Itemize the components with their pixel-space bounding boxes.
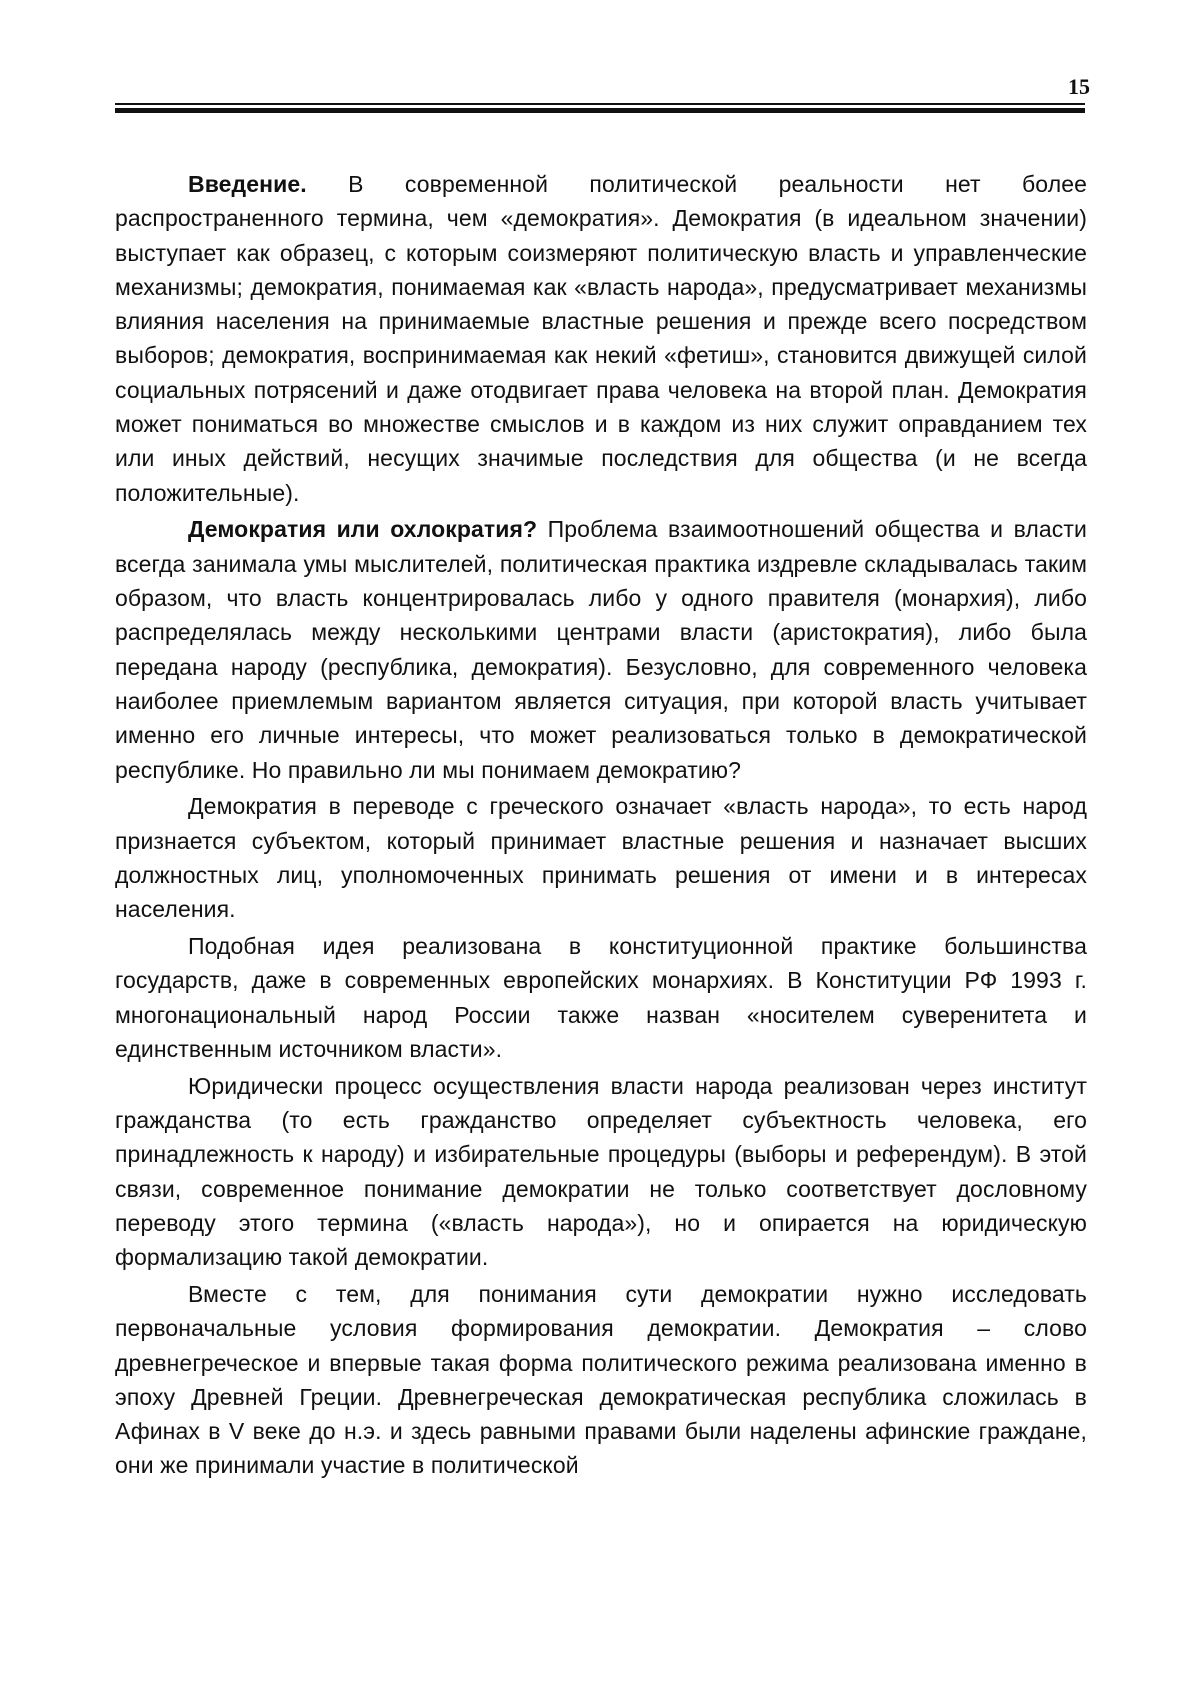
paragraph: [115, 1277, 1087, 1483]
paragraph-text: Вместе с тем, для понимания сути демократии нужно исследовать первоначальные условия формирования демократии. Демократия – слово древнегреческое и впервые такая форма политического режима реализована именно в эпоху Древней Греции. Древнегреческая демократическая республика сложилась в Афинах в V веке до н.э. и здесь равными правами были наделены афинские граждане, они же принимали участие в политической: [115, 1281, 1087, 1479]
paragraph-heading: Введение.: [188, 171, 307, 197]
header-rule: [115, 103, 1085, 113]
paragraph-text: В современной политической реальности нет более распространенного термина, чем «демократия». Демократия (в идеальном значении) выступает как образец, с которым соизмеряют политическую власть и управленческие механизмы; демократия, понимаемая как «власть народа», предусматривает механизмы влияния населения на принимаемые властные решения и прежде всего посредством выборов; демократия, воспринимаемая как некий «фетиш», становится движущей силой социальных потрясений и даже отодвигает права человека на второй план. Демократия может пониматься во множестве смыслов и в каждом из них служит оправданием тех или иных действий, несущих значимые последствия для общества (и не всегда положительные).: [115, 171, 1087, 506]
paragraph-heading: Демократия или охлократия?: [188, 516, 538, 543]
paragraph-text: Юридически процесс осуществления власти народа реализован через институт гражданства (то есть гражданство определяет субъектность человека, его принадлежность к народу) и избирательные процедуры (выборы и референдум). В этой связи, современное понимание демократии не только соответствует дословному переводу этого термина («власть народа»), но и опирается на юридическую формализацию такой демократии.: [115, 1072, 1087, 1271]
paragraph: [115, 929, 1087, 1066]
paragraph-text: Демократия в переводе с греческого означает «власть народа», то есть народ признается субъектом, который принимает властные решения и назначает высших должностных лиц, уполномоченных принимать решения от имени и в интересах населения.: [115, 793, 1087, 923]
paragraph-text: Подобная идея реализована в конституционной практике большинства государств, даже в современных европейских монархиях. В Конституции РФ 1993 г. многонациональный народ России также назван «носителем суверенитета и единственным источником власти».: [115, 933, 1087, 1062]
paragraph-introduction: [115, 167, 1087, 510]
header-rule-thick-line: [115, 108, 1085, 113]
body-text: [115, 167, 1087, 1483]
paragraph-text: Проблема взаимоотношений общества и власти всегда занимала умы мыслителей, политическая практика издревле складывалась таким образом, что власть концентрировалась либо у одного правителя (монархия), либо распределялась между несколькими центрами власти (аристократия), либо была передана народу (республика, демократия). Безусловно, для современного человека наиболее приемлемым вариантом является ситуация, при которой власть учитывает именно его личные интересы, что может реализоваться только в демократической республике. Но правильно ли мы понимаем демократию?: [115, 516, 1087, 783]
paragraph-democracy-or-ochlocracy: [115, 512, 1087, 786]
page-number: 15: [1068, 74, 1090, 99]
paragraph: [115, 1069, 1087, 1275]
paragraph: [115, 789, 1087, 926]
